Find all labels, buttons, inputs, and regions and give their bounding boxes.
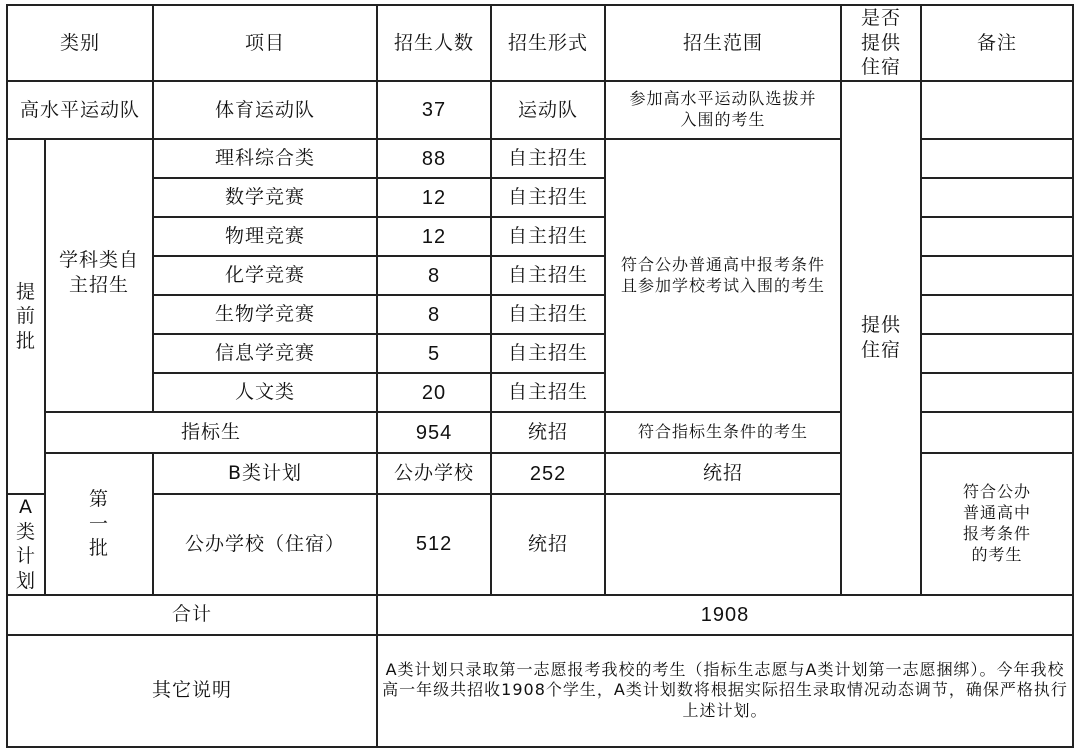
header-row: [7, 5, 1073, 81]
header-form: 招生形式: [491, 5, 605, 81]
header-item: 项目: [153, 5, 377, 81]
header-count: 招生人数: [377, 5, 491, 81]
remarks-cell: [921, 217, 1073, 256]
count-plan-b: 252: [491, 453, 605, 494]
category-high-level: 高水平运动队: [7, 81, 153, 139]
category-plan-a: A类计划: [7, 494, 45, 595]
item-chemistry: 化学竞赛: [153, 256, 377, 295]
item-physics: 物理竞赛: [153, 217, 377, 256]
form-math: 自主招生: [491, 178, 605, 217]
count-chemistry: 8: [377, 256, 491, 295]
header-lodging-text: 是否提供住宿: [861, 7, 902, 79]
scope-first-batch: 符合公办普通高中报考条件的考生: [921, 453, 1073, 595]
item-math: 数学竞赛: [153, 178, 377, 217]
remarks-cell: [921, 295, 1073, 334]
admission-plan-table: [6, 4, 1074, 748]
total-label: 合计: [7, 595, 377, 635]
early-batch-label: [7, 139, 45, 494]
count-biology: 8: [377, 295, 491, 334]
form-plan-b: 统招: [605, 453, 841, 494]
header-category: 类别: [7, 5, 153, 81]
total-row: [7, 595, 1073, 635]
form-plan-a: 统招: [491, 494, 605, 595]
remarks-cell: [921, 81, 1073, 139]
first-batch-label: [45, 453, 153, 595]
scope-sports-team: 参加高水平运动队选拔并入围的考生: [605, 81, 841, 139]
item-informatics: 信息学竞赛: [153, 334, 377, 373]
count-quota: 954: [377, 412, 491, 453]
form-physics: 自主招生: [491, 217, 605, 256]
total-value: 1908: [377, 595, 1073, 635]
notes-label: 其它说明: [7, 635, 377, 747]
lodging-text: 提供住宿: [861, 314, 902, 361]
subject-group-label: [45, 139, 153, 412]
lodging-cell: [841, 81, 921, 595]
table-row: [7, 81, 1073, 139]
count-science: 88: [377, 139, 491, 178]
item-plan-b: 公办学校: [377, 453, 491, 494]
category-plan-b: B类计划: [153, 453, 377, 494]
notes-row: [7, 635, 1073, 747]
item-biology: 生物学竞赛: [153, 295, 377, 334]
first-batch-text: 第一批: [89, 487, 110, 560]
count-sports-team: 37: [377, 81, 491, 139]
form-biology: 自主招生: [491, 295, 605, 334]
item-science: 理科综合类: [153, 139, 377, 178]
item-plan-a: 公办学校（住宿）: [153, 494, 377, 595]
subject-group-text: 学科类自主招生: [58, 249, 139, 296]
form-quota: 统招: [491, 412, 605, 453]
remarks-cell: [921, 373, 1073, 412]
remarks-cell: [921, 334, 1073, 373]
scope-quota: 符合指标生条件的考生: [605, 412, 841, 453]
header-lodging: [841, 5, 921, 81]
count-humanities: 20: [377, 373, 491, 412]
form-science: 自主招生: [491, 139, 605, 178]
count-physics: 12: [377, 217, 491, 256]
item-humanities: 人文类: [153, 373, 377, 412]
count-plan-a: 512: [377, 494, 491, 595]
form-chemistry: 自主招生: [491, 256, 605, 295]
header-remarks: 备注: [921, 5, 1073, 81]
remarks-cell: [921, 412, 1073, 453]
item-quota: 指标生: [45, 412, 377, 453]
form-sports-team: 运动队: [491, 81, 605, 139]
notes-text: A类计划只录取第一志愿报考我校的考生（指标生志愿与A类计划第一志愿捆绑）。今年我校高一年级共招收1908个学生，A类计划数将根据实际招生录取情况动态调节，确保严格执行上述计划。: [377, 635, 1073, 747]
header-scope: 招生范围: [605, 5, 841, 81]
form-informatics: 自主招生: [491, 334, 605, 373]
early-batch-text: 提前批: [15, 280, 36, 352]
remarks-cell: [921, 178, 1073, 217]
remarks-cell: [605, 494, 841, 595]
count-math: 12: [377, 178, 491, 217]
remarks-cell: [921, 256, 1073, 295]
remarks-cell: [921, 139, 1073, 178]
form-humanities: 自主招生: [491, 373, 605, 412]
item-sports-team: 体育运动队: [153, 81, 377, 139]
scope-subject: 符合公办普通高中报考条件且参加学校考试入围的考生: [605, 139, 841, 412]
count-informatics: 5: [377, 334, 491, 373]
